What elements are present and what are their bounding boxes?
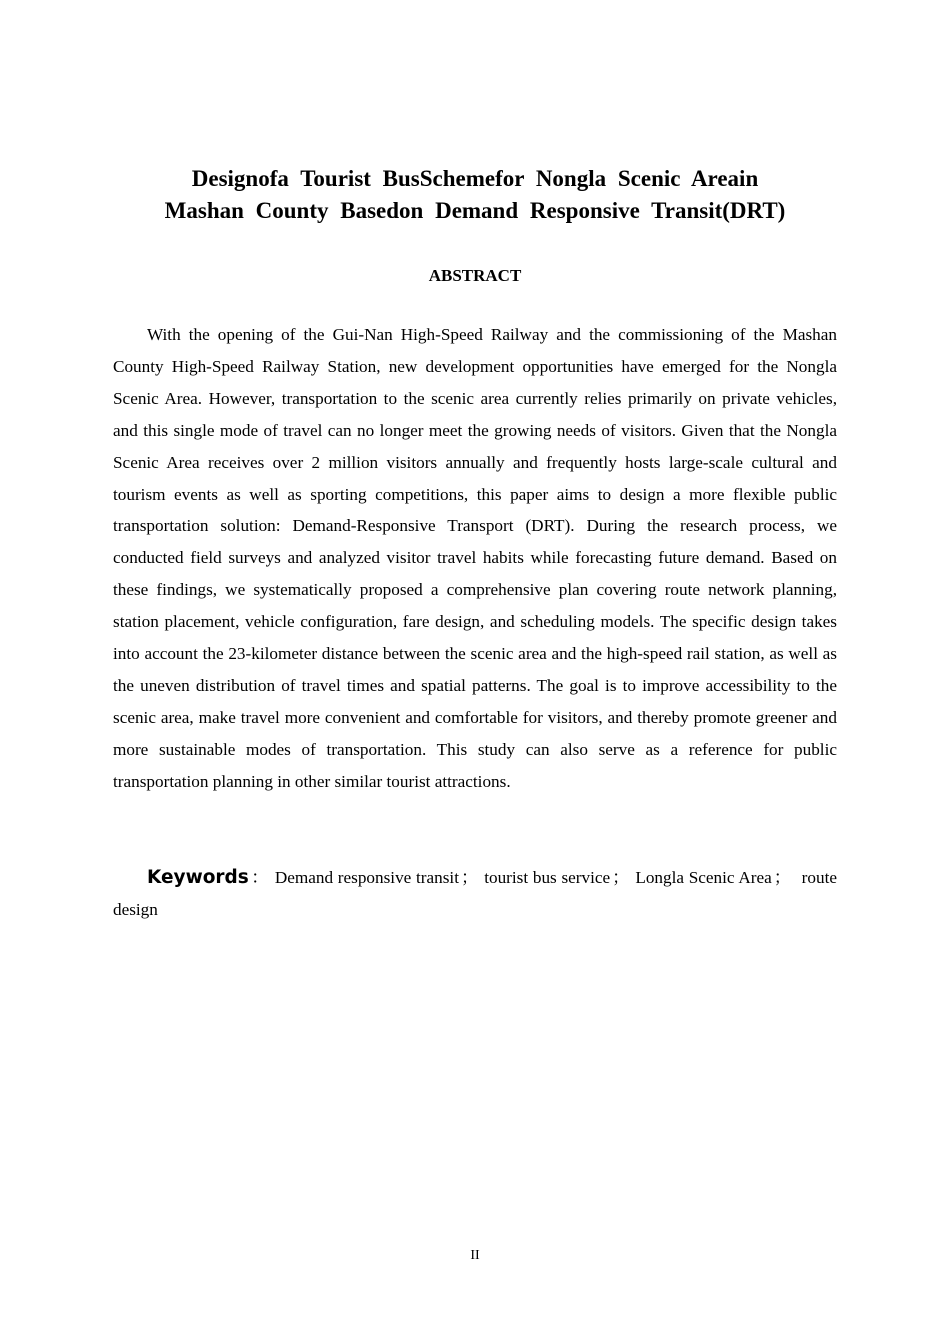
- keyword-item: tourist bus service: [484, 868, 611, 887]
- keyword-separator: ；: [612, 868, 630, 887]
- keywords-paragraph: [113, 862, 837, 926]
- keywords-label-separator: ：: [250, 868, 269, 887]
- abstract-body: With the opening of the Gui-Nan High-Speed Railway and the commissioning of the Mashan County High-Speed Railway Station, new development opportunities have emerged for the Nongla Scenic Area. However, transportation to the scenic area currently relies primarily on private vehicles, and this single mode of travel can no longer meet the growing needs of visitors. Given that the Nongla Scenic Area receives over 2 million visitors annually and frequently hosts large-scale cultural and tourism events as well as sporting competitions, this paper aims to design a more flexible public transportation solution: Demand-Responsive Transport (DRT). During the research process, we conducted field surveys and analyzed visitor travel habits while forecasting future demand. Based on these findings, we systematically proposed a comprehensive plan covering route network planning, station placement, vehicle configuration, fare design, and scheduling models. The specific design takes into account the 23-kilometer distance between the scenic area and the high-speed rail station, as well as the uneven distribution of travel times and spatial patterns. The goal is to improve accessibility to the scenic area, make travel more convenient and comfortable for visitors, and thereby promote greener and more sustainable modes of transportation. This study can also serve as a reference for public transportation planning in other similar tourist attractions.: [113, 325, 837, 791]
- paper-title-line-1: Designofa Tourist BusSchemefor Nongla Scenic Areain: [191, 166, 759, 191]
- keyword-item: Demand responsive transit: [274, 868, 459, 887]
- paper-title: [113, 163, 837, 227]
- abstract-heading: ABSTRACT: [428, 266, 522, 285]
- keyword-separator: ；: [773, 868, 791, 887]
- keyword-separator: ；: [461, 868, 479, 887]
- keywords-label: Keywords: [147, 867, 249, 888]
- keyword-item: route design: [113, 868, 837, 919]
- page-number: II: [470, 1248, 480, 1263]
- paper-title-line-2: Mashan County Basedon Demand Responsive Transit(DRT): [164, 198, 786, 223]
- keyword-item: Longla Scenic Area: [635, 868, 772, 887]
